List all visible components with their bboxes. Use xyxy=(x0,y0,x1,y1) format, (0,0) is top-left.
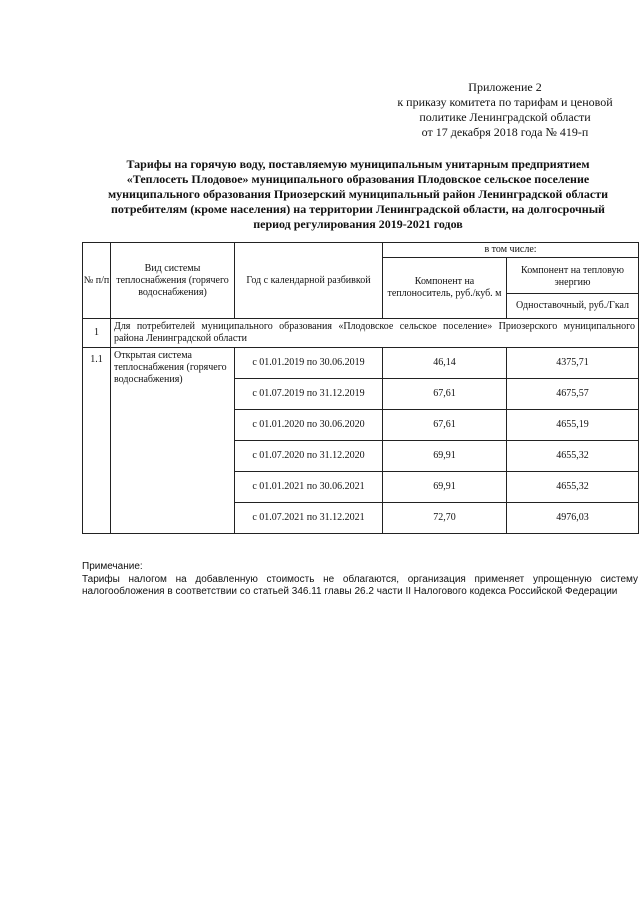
energy-cell: 4675,57 xyxy=(507,379,639,410)
document-title xyxy=(82,157,634,232)
header-period: Год с календарной разбивкой xyxy=(235,243,383,319)
subsection-num: 1.1 xyxy=(83,348,111,534)
title-line-3: муниципального образования Приозерский муниципальный район Ленинградской области xyxy=(107,187,609,201)
note-line-2: налогообложения в соответствии со статьей 346.11 главы 26.2 части II Налогового кодекса Российской Федерации xyxy=(82,586,618,597)
carrier-cell: 69,91 xyxy=(383,441,507,472)
period-cell: с 01.07.2020 по 31.12.2020 xyxy=(235,441,383,472)
carrier-cell: 69,91 xyxy=(383,472,507,503)
header-carrier: Компонент на теплоноситель, руб./куб. м xyxy=(383,258,507,319)
header-including: в том числе: xyxy=(383,243,639,258)
period-cell: с 01.01.2021 по 30.06.2021 xyxy=(235,472,383,503)
carrier-cell: 67,61 xyxy=(383,379,507,410)
appendix-header xyxy=(380,80,630,140)
energy-cell: 4655,32 xyxy=(507,441,639,472)
energy-cell: 4655,19 xyxy=(507,410,639,441)
appendix-line-4: от 17 декабря 2018 года № 419-п xyxy=(421,125,589,139)
note-line-1: Тарифы налогом на добавленную стоимость не облагаются, организация применяет упрощенную систему xyxy=(82,573,638,585)
period-cell: с 01.01.2020 по 30.06.2020 xyxy=(235,410,383,441)
section-text: Для потребителей муниципального образования «Плодовское сельское поселение» Приозерского муниципального района Ленинградской области xyxy=(111,319,639,348)
header-num: № п/п xyxy=(83,243,111,319)
period-cell: с 01.07.2019 по 31.12.2019 xyxy=(235,379,383,410)
carrier-cell: 67,61 xyxy=(383,410,507,441)
tariff-table xyxy=(82,242,639,534)
energy-cell: 4375,71 xyxy=(507,348,639,379)
appendix-line-3: политике Ленинградской области xyxy=(419,110,591,124)
carrier-cell: 72,70 xyxy=(383,503,507,534)
header-energy-cell xyxy=(507,258,639,319)
title-line-4: потребителям (кроме населения) на территории Ленинградской области, на долгосрочный xyxy=(111,202,605,216)
note-label: Примечание: xyxy=(82,561,143,572)
note-block xyxy=(82,561,638,599)
energy-cell: 4976,03 xyxy=(507,503,639,534)
period-cell: с 01.07.2021 по 31.12.2021 xyxy=(235,503,383,534)
title-line-5: период регулирования 2019-2021 годов xyxy=(253,217,463,231)
header-energy: Компонент на тепловую энергию xyxy=(521,264,624,288)
appendix-line-2: к приказу комитета по тарифам и ценовой xyxy=(397,95,613,109)
section-num: 1 xyxy=(83,319,111,348)
carrier-cell: 46,14 xyxy=(383,348,507,379)
header-system: Вид системы теплоснабжения (горячего водоснабжения) xyxy=(111,243,235,319)
title-line-1: Тарифы на горячую воду, поставляемую муниципальным унитарным предприятием xyxy=(126,157,590,171)
title-line-2: «Теплосеть Плодовое» муниципального образования Плодовское сельское поселение xyxy=(126,172,590,186)
energy-cell: 4655,32 xyxy=(507,472,639,503)
subsection-system: Открытая система теплоснабжения (горячего водоснабжения) xyxy=(111,348,235,534)
appendix-line-1: Приложение 2 xyxy=(468,80,542,94)
period-cell: с 01.01.2019 по 30.06.2019 xyxy=(235,348,383,379)
header-energy-sub: Одноставочный, руб./Гкал xyxy=(507,293,638,312)
